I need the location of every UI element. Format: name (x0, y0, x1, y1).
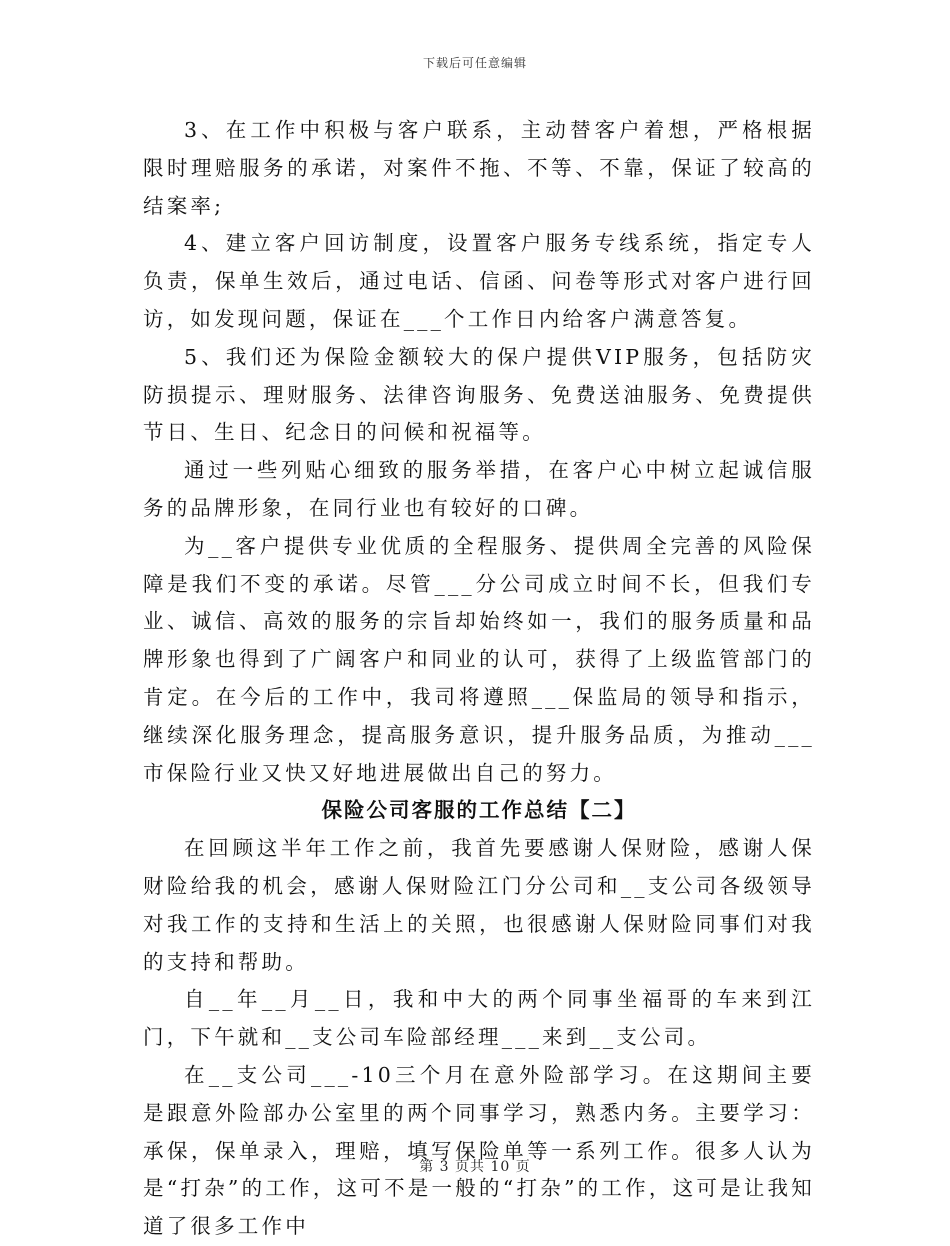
page-number-footer: 第 3 页共 10 页 (419, 1159, 531, 1175)
paragraph-commitment: 为__客户提供专业优质的全程服务、提供周全完善的风险保障是我们不变的承诺。尽管___分公司成立时间不长，但我们专业、诚信、高效的服务的宗旨却始终如一，我们的服务质量和品牌形象也得到了广阔客户和同业的认可，获得了上级监管部门的肯定。在今后的工作中，我司将遵照___保监局的领导和指示，继续深化服务理念，提高服务意识，提升服务品质，为推动___市保险行业又快又好地进展做出自己的努力。 (143, 533, 815, 785)
paragraph-item-3: 3、在工作中积极与客户联系，主动替客户着想，严格根据限时理赔服务的承诺，对案件不拖、不等、不靠，保证了较高的结案率; (143, 118, 815, 218)
paragraph-service-summary: 通过一些列贴心细致的服务举措，在客户心中树立起诚信服务的品牌形象，在同行业也有较好的口碑。 (143, 458, 815, 520)
section-title: 保险公司客服的工作总结【二】 (321, 798, 637, 823)
paragraph-arrival: 自__年__月__日，我和中大的两个同事坐福哥的车来到江门，下午就和__支公司车险部经理___来到__支公司。 (143, 987, 815, 1050)
paragraph-learning: 在__支公司___-10三个月在意外险部学习。在这期间主要是跟意外险部办公室里的两个同事学习，熟悉内务。主要学习：承保，保单录入，理赔，填写保险单等一系列工作。很多人认为是“打杂”的工作，这可不是一般的“打杂”的工作，这可是让我知道了很多工作中 (143, 1062, 815, 1239)
paragraph-item-4: 4、建立客户回访制度，设置客户服务专线系统，指定专人负责，保单生效后，通过电话、信函、问卷等形式对客户进行回访，如发现问题，保证在___个工作日内给客户满意答复。 (143, 231, 815, 331)
paragraph-item-5: 5、我们还为保险金额较大的保户提供VIP服务，包括防灾防损提示、理财服务、法律咨询服务、免费送油服务、免费提供节日、生日、纪念日的问候和祝福等。 (143, 344, 815, 445)
page-header-note: 下载后可任意编辑 (422, 56, 527, 70)
document-body (143, 112, 815, 1246)
paragraph-gratitude: 在回顾这半年工作之前，我首先要感谢人保财险，感谢人保财险给我的机会，感谢人保财险江门分公司和__支公司各级领导对我工作的支持和生活上的关照，也很感谢人保财险同事们对我的支持和帮助。 (143, 836, 815, 974)
